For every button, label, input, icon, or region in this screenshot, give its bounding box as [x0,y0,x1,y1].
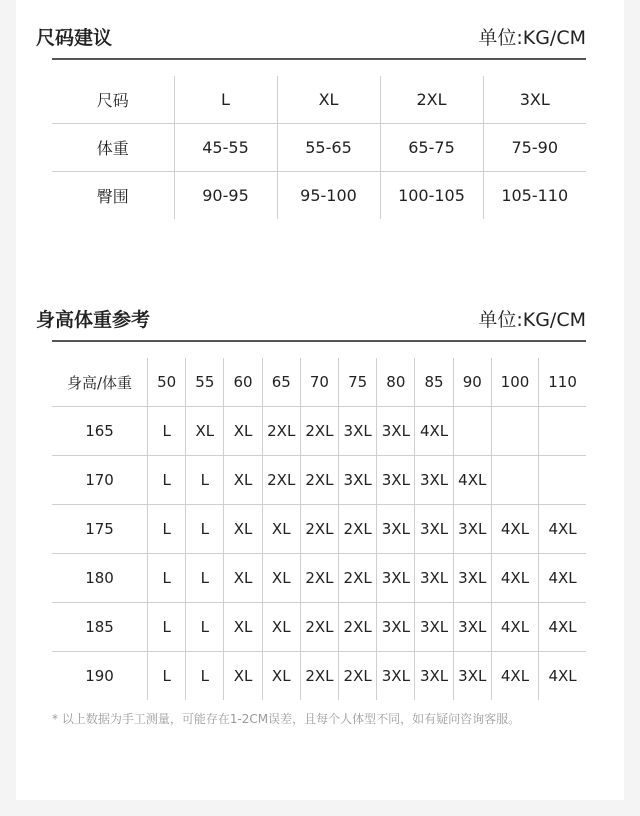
table-cell: XL [262,652,300,701]
table-cell [491,456,538,505]
table-cell: 3XL [453,652,491,701]
table-cell: 3XL [377,407,415,456]
table-cell: 3XL [415,652,453,701]
footnote: * 以上数据为手工测量，可能存在1-2CM误差，且每个人体型不同，如有疑问咨询客服。 [52,712,521,726]
table-cell: 4XL [491,603,538,652]
table-cell: L [148,505,186,554]
row-label-cell: 臀围 [52,172,174,220]
table-cell: 2XL [300,603,338,652]
hw-section-unit: 单位:KG/CM [478,309,586,331]
table-cell: L [148,603,186,652]
table-cell: 3XL [377,554,415,603]
hw-table-row [52,554,586,603]
table-cell: 2XL [262,456,300,505]
table-cell: L [148,554,186,603]
table-cell: 65-75 [380,124,483,172]
table-cell: 3XL [453,505,491,554]
table-cell: 2XL [339,505,377,554]
table-cell: L [186,652,224,701]
row-label-cell: 180 [52,554,148,603]
row-label-cell: 170 [52,456,148,505]
table-cell: L [174,76,277,124]
table-cell: 4XL [491,652,538,701]
table-cell: L [186,505,224,554]
table-cell: 2XL [300,652,338,701]
table-cell: XL [262,603,300,652]
hw-table-row [52,456,586,505]
table-cell: 3XL [377,603,415,652]
table-cell: 4XL [453,456,491,505]
table-cell: XL [262,505,300,554]
table-cell: 2XL [339,603,377,652]
weight-header-cell: 70 [300,358,338,407]
table-cell: 100-105 [380,172,483,220]
table-cell: XL [224,603,262,652]
table-cell: 2XL [300,554,338,603]
row-label-cell: 175 [52,505,148,554]
size-section-header [36,20,586,50]
hw-section-header [36,302,586,332]
table-cell: 45-55 [174,124,277,172]
size-table [52,76,586,219]
weight-header-cell: 65 [262,358,300,407]
table-cell: XL [277,76,380,124]
weight-header-cell: 100 [491,358,538,407]
table-cell: 2XL [380,76,483,124]
table-cell: 3XL [415,456,453,505]
hw-section-divider [52,340,586,342]
table-cell: 4XL [548,667,577,685]
table-cell: L [186,603,224,652]
row-label-cell: 165 [52,407,148,456]
table-cell: XL [262,554,300,603]
hw-header-row [52,358,586,407]
table-cell: 2XL [300,505,338,554]
size-section-unit: 单位:KG/CM [478,27,586,49]
hw-corner-label: 身高/体重 [52,358,148,407]
size-table-row [52,172,586,220]
table-cell: 95-100 [277,172,380,220]
table-cell: 4XL [539,603,586,652]
row-label-cell: 尺码 [52,76,174,124]
table-cell: L [148,407,186,456]
weight-header-cell: 85 [415,358,453,407]
weight-header-cell: 110 [539,358,586,407]
table-cell: 2XL [300,456,338,505]
table-cell: 2XL [339,652,377,701]
height-weight-table [52,358,586,700]
table-cell: 3XL [453,603,491,652]
table-cell [453,407,491,456]
weight-header-cell: 55 [186,358,224,407]
table-cell: 2XL [262,407,300,456]
size-table-row [52,76,586,124]
table-cell: 4XL [491,554,538,603]
table-cell: 3XL [415,603,453,652]
table-cell: 3XL [415,505,453,554]
hw-table-row [52,603,586,652]
table-cell [539,456,586,505]
table-cell: 4XL [539,505,586,554]
table-cell: 4XL [491,505,538,554]
table-cell: XL [224,554,262,603]
table-cell [491,407,538,456]
table-cell: 3XL [339,407,377,456]
hw-table-row [52,407,586,456]
table-cell: 55-65 [277,124,380,172]
table-cell: 3XL [377,505,415,554]
table-cell: 75-90 [483,124,586,172]
weight-header-cell: 80 [377,358,415,407]
row-label-cell: 190 [52,652,148,701]
table-cell: XL [224,505,262,554]
weight-header-cell: 60 [224,358,262,407]
table-cell: L [148,652,186,701]
table-cell: 2XL [300,407,338,456]
table-cell: 3XL [483,76,586,124]
table-cell: 90-95 [174,172,277,220]
table-cell: L [186,456,224,505]
size-table-row [52,124,586,172]
table-cell: 3XL [377,456,415,505]
size-section-title: 尺码建议 [36,27,113,49]
table-cell: XL [224,652,262,701]
table-cell [539,407,586,456]
table-cell: 4XL [415,407,453,456]
table-cell: 3XL [339,456,377,505]
row-label-cell: 185 [52,603,148,652]
hw-section-title: 身高体重参考 [36,309,151,331]
table-cell: XL [224,407,262,456]
weight-header-cell: 50 [148,358,186,407]
weight-header-cell: 75 [339,358,377,407]
table-cell: 105-110 [501,186,569,205]
table-cell: XL [186,407,224,456]
table-cell: 2XL [339,554,377,603]
table-cell: 3XL [415,554,453,603]
table-cell: 3XL [453,554,491,603]
hw-table-row [52,505,586,554]
table-cell: L [186,554,224,603]
size-section-divider [52,58,586,60]
table-cell: L [148,456,186,505]
hw-table-row [52,652,586,701]
table-cell: 3XL [377,652,415,701]
row-label-cell: 体重 [52,124,174,172]
table-cell: 4XL [539,554,586,603]
weight-header-cell: 90 [453,358,491,407]
table-cell: XL [224,456,262,505]
